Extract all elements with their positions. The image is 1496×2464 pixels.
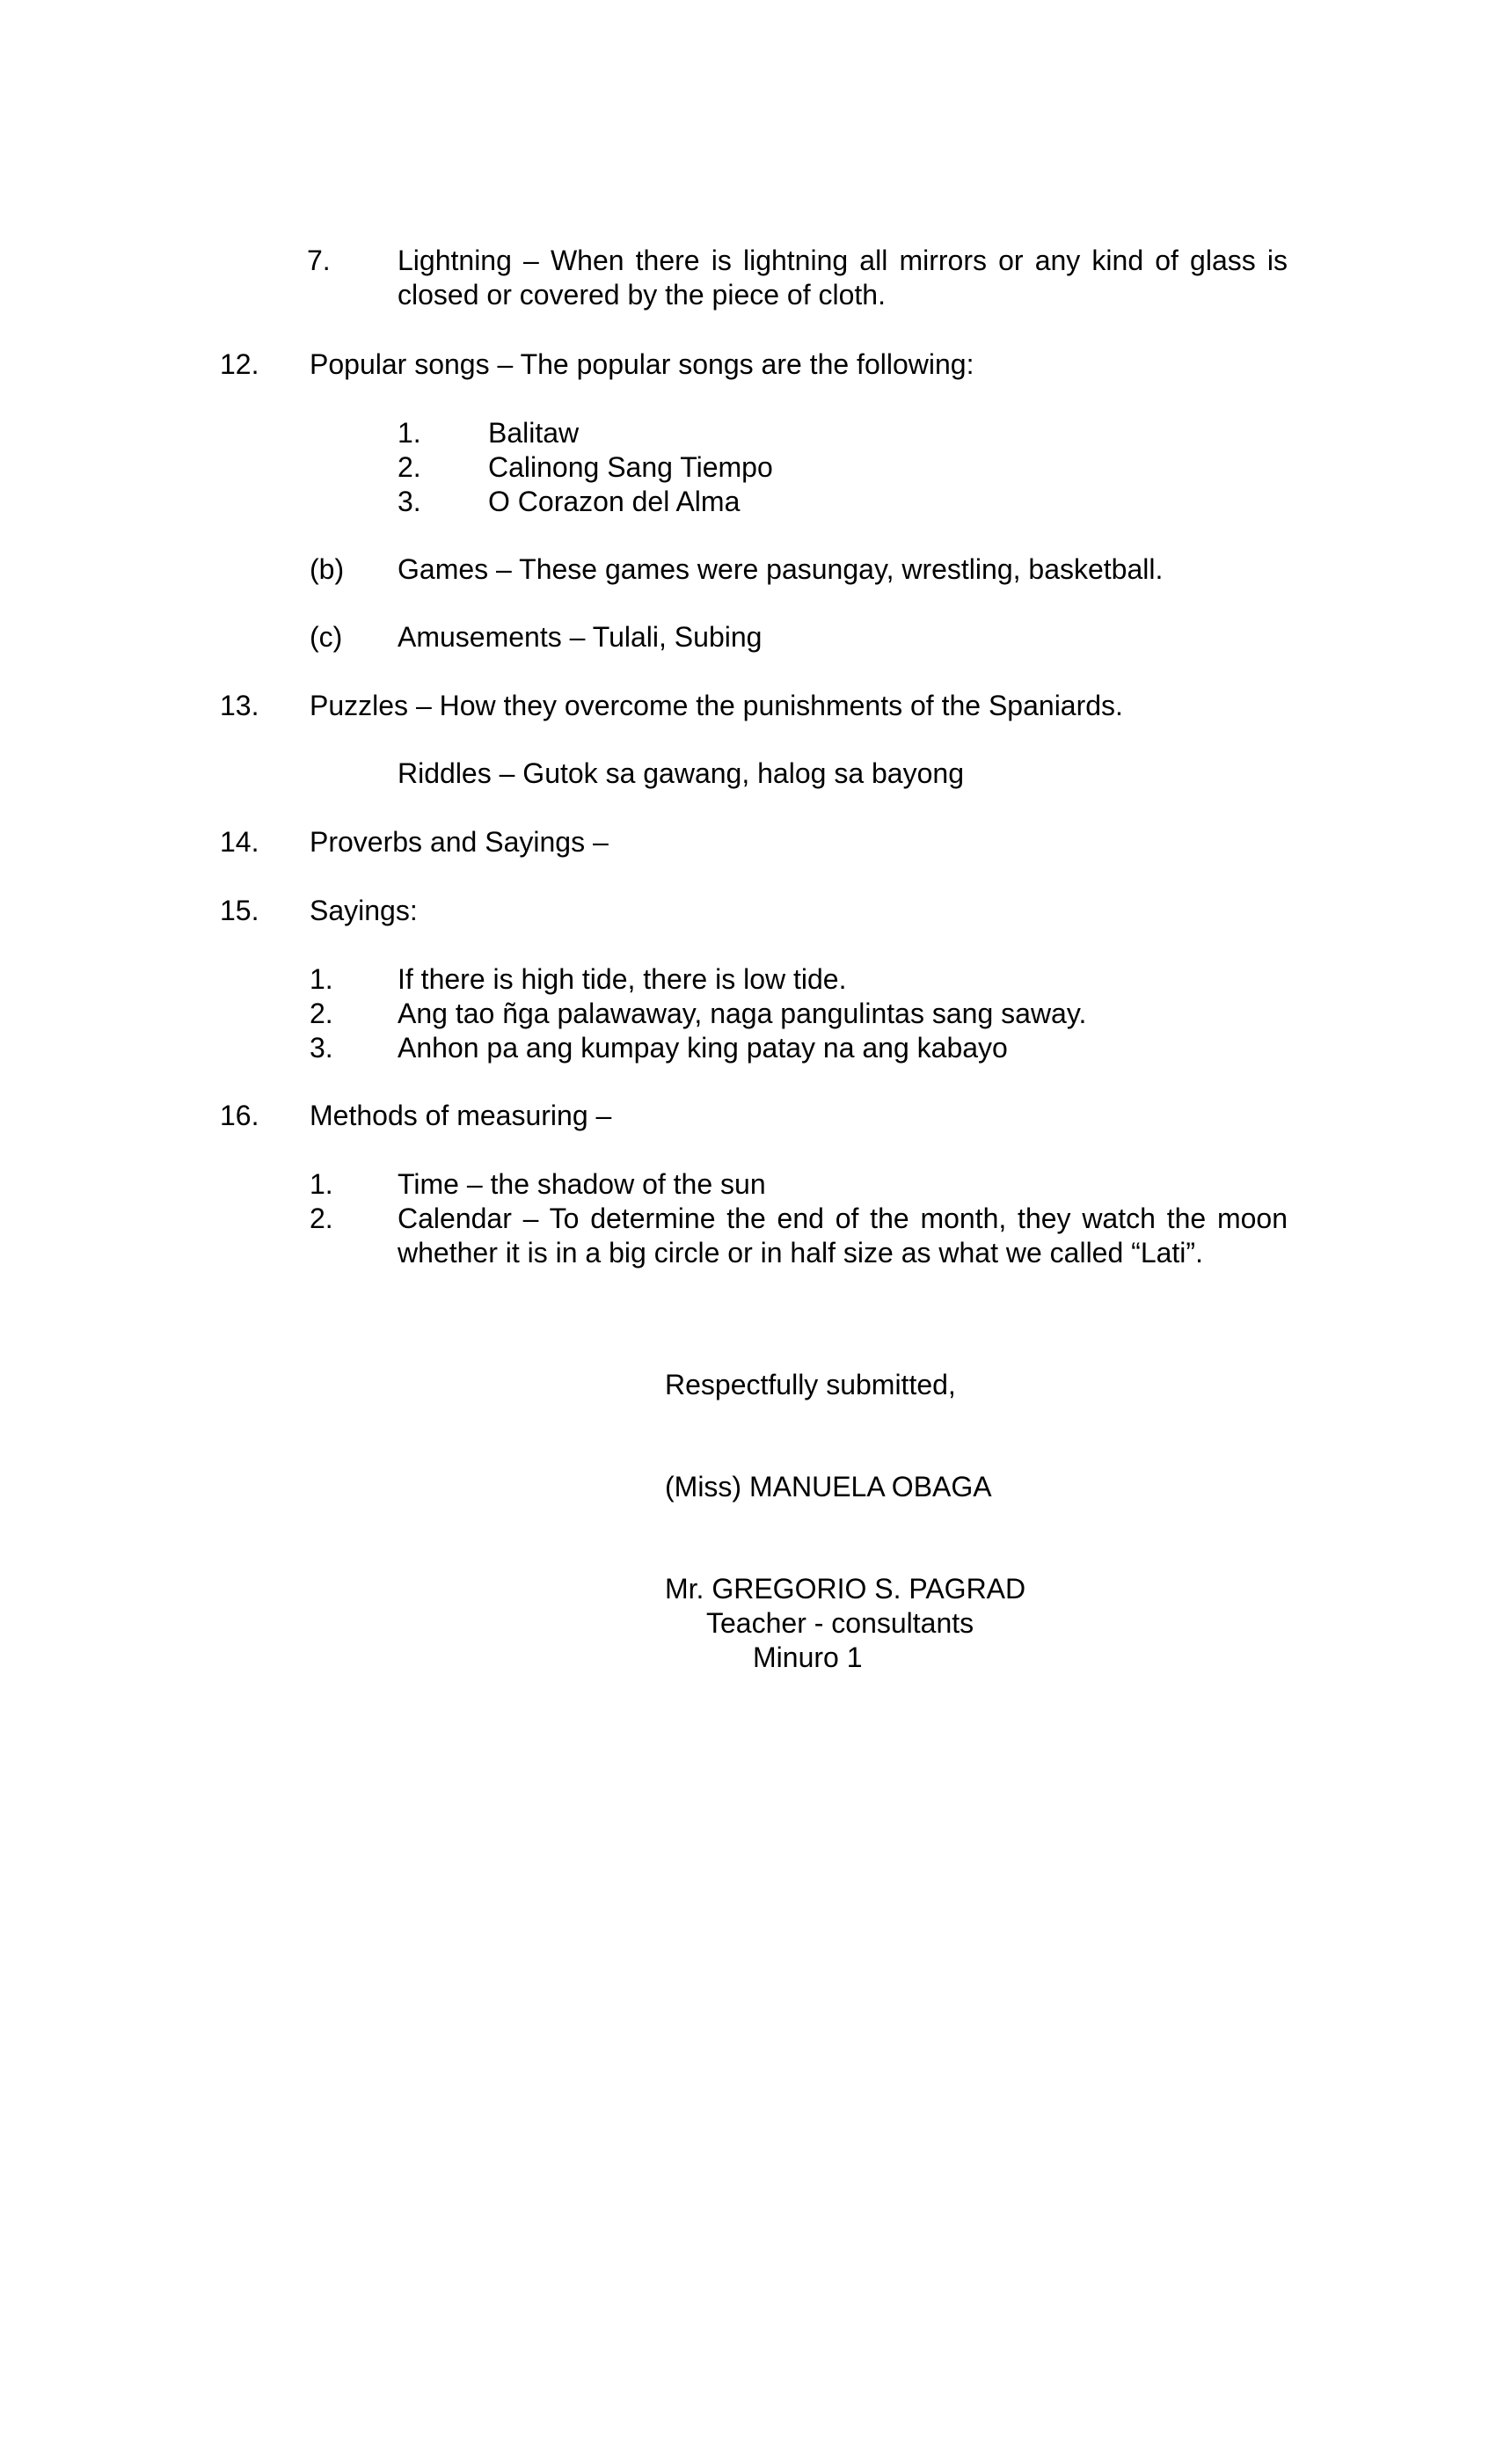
- song-item-3-number: 3.: [398, 486, 421, 517]
- saying-item-3-number: 3.: [310, 1032, 333, 1064]
- item-15-number: 15.: [220, 895, 259, 926]
- item-14-text: Proverbs and Sayings –: [310, 826, 609, 858]
- item-7-number: 7.: [307, 245, 331, 276]
- measure-item-1-text: Time – the shadow of the sun: [398, 1168, 766, 1200]
- consultant-role: Teacher - consultants: [706, 1607, 974, 1639]
- consultant-name: Mr. GREGORIO S. PAGRAD: [665, 1573, 1026, 1605]
- saying-item-1-number: 1.: [310, 963, 333, 995]
- saying-item-1-text: If there is high tide, there is low tide.: [398, 963, 847, 995]
- measure-item-1-number: 1.: [310, 1168, 333, 1200]
- measure-item-2-number: 2.: [310, 1203, 333, 1234]
- item-12-b-text: Games – These games were pasungay, wrestling, basketball.: [398, 553, 1164, 585]
- item-7-text: Lightning – When there is lightning all mirrors or any kind of glass is closed or covered by the piece of cloth.: [398, 245, 1288, 311]
- saying-item-2-number: 2.: [310, 998, 333, 1029]
- song-item-1-number: 1.: [398, 417, 421, 449]
- location-text: Minuro 1: [753, 1641, 863, 1673]
- song-item-1-text: Balitaw: [488, 417, 580, 449]
- item-12-text: Popular songs – The popular songs are the following:: [310, 348, 974, 380]
- item-16-number: 16.: [220, 1100, 259, 1131]
- item-16-text: Methods of measuring –: [310, 1100, 612, 1131]
- item-13-number: 13.: [220, 690, 259, 721]
- saying-item-2-text: Ang tao ñga palawaway, naga pangulintas sang saway.: [398, 998, 1087, 1029]
- measure-item-2-text: Calendar – To determine the end of the month, they watch the moon whether it is in a big circle or in half size as what we called “Lati”.: [398, 1203, 1288, 1269]
- riddles-text: Riddles – Gutok sa gawang, halog sa bayong: [398, 757, 964, 789]
- song-item-2-number: 2.: [398, 451, 421, 483]
- song-item-3-text: O Corazon del Alma: [488, 486, 741, 517]
- item-12-c-label: (c): [310, 621, 343, 653]
- item-12-number: 12.: [220, 348, 259, 380]
- song-item-2-text: Calinong Sang Tiempo: [488, 451, 773, 483]
- item-12-c-text: Amusements – Tulali, Subing: [398, 621, 763, 653]
- author-name: (Miss) MANUELA OBAGA: [665, 1471, 992, 1503]
- closing-text: Respectfully submitted,: [665, 1369, 956, 1400]
- item-15-text: Sayings:: [310, 895, 418, 926]
- item-13-text: Puzzles – How they overcome the punishments of the Spaniards.: [310, 690, 1123, 721]
- item-14-number: 14.: [220, 826, 259, 858]
- saying-item-3-text: Anhon pa ang kumpay king patay na ang kabayo: [398, 1032, 1008, 1064]
- item-12-b-label: (b): [310, 553, 345, 585]
